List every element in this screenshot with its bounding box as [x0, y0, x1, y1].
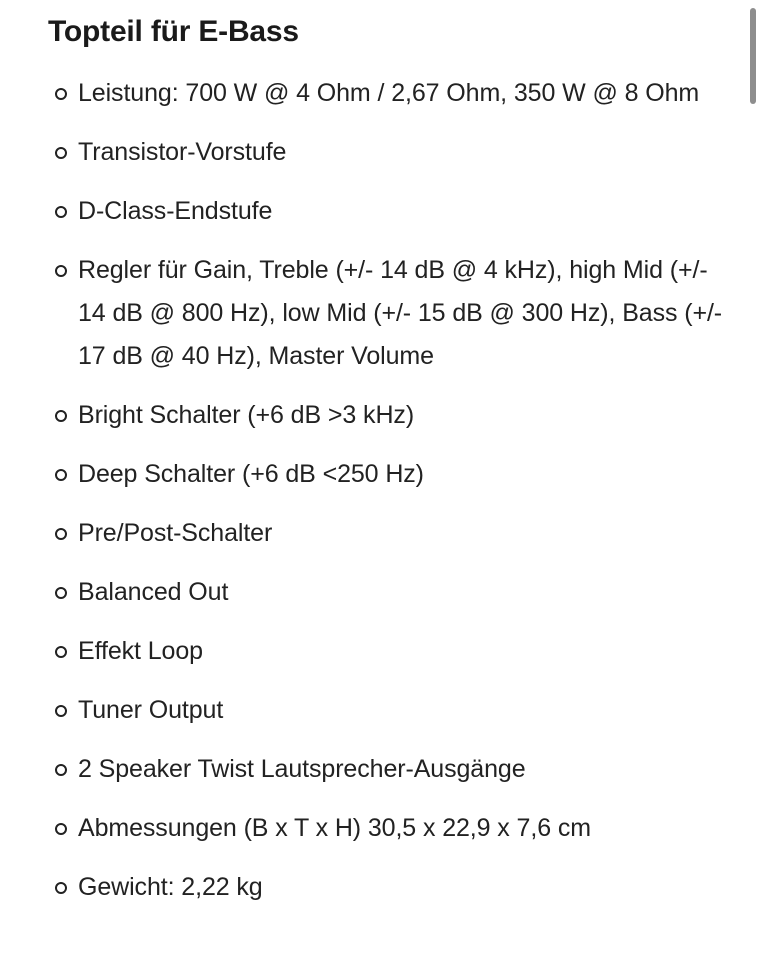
bullet-icon [55, 265, 67, 277]
list-item-text: Transistor-Vorstufe [78, 138, 287, 166]
list-item-text: Deep Schalter (+6 dB <250 Hz) [78, 460, 424, 488]
list-item [48, 866, 728, 909]
bullet-icon [55, 764, 67, 776]
spec-list [48, 72, 728, 909]
spec-section [48, 8, 728, 925]
bullet-icon [55, 147, 67, 159]
list-item-text: Pre/Post-Schalter [78, 519, 273, 547]
list-item [48, 72, 728, 115]
list-item-text: Bright Schalter (+6 dB >3 kHz) [78, 401, 415, 429]
list-item-text: D-Class-Endstufe [78, 197, 273, 225]
list-item-text: Effekt Loop [78, 637, 203, 665]
bullet-icon [55, 823, 67, 835]
scrollbar[interactable] [750, 8, 756, 104]
list-item [48, 748, 728, 791]
list-item [48, 190, 728, 233]
list-item [48, 689, 728, 732]
list-item [48, 131, 728, 174]
list-item-text: Gewicht: 2,22 kg [78, 873, 263, 901]
list-item-text: Tuner Output [78, 696, 224, 724]
bullet-icon [55, 646, 67, 658]
list-item-text: Abmessungen (B x T x H) 30,5 x 22,9 x 7,6 cm [78, 814, 591, 842]
bullet-icon [55, 528, 67, 540]
bullet-icon [55, 88, 67, 100]
list-item [48, 630, 728, 673]
section-title: Topteil für E-Bass [48, 15, 299, 48]
list-item-text: Balanced Out [78, 578, 229, 606]
bullet-icon [55, 587, 67, 599]
bullet-icon [55, 410, 67, 422]
list-item-text: 2 Speaker Twist Lautsprecher-Ausgänge [78, 755, 526, 783]
list-item [48, 394, 728, 437]
list-item [48, 571, 728, 614]
bullet-icon [55, 469, 67, 481]
bullet-icon [55, 705, 67, 717]
list-item [48, 807, 728, 850]
list-item [48, 512, 728, 555]
list-item [48, 453, 728, 496]
bullet-icon [55, 882, 67, 894]
list-item [48, 249, 728, 378]
bullet-icon [55, 206, 67, 218]
list-item-text: Leistung: 700 W @ 4 Ohm / 2,67 Ohm, 350 W @ 8 Ohm [78, 79, 700, 107]
list-item-text: Regler für Gain, Treble (+/- 14 dB @ 4 kHz), high Mid (+/- 14 dB @ 800 Hz), low Mid (+/- 15 dB @ 300 Hz), Bass (+/- 17 dB @ 40 Hz), Master Volume [78, 256, 723, 370]
